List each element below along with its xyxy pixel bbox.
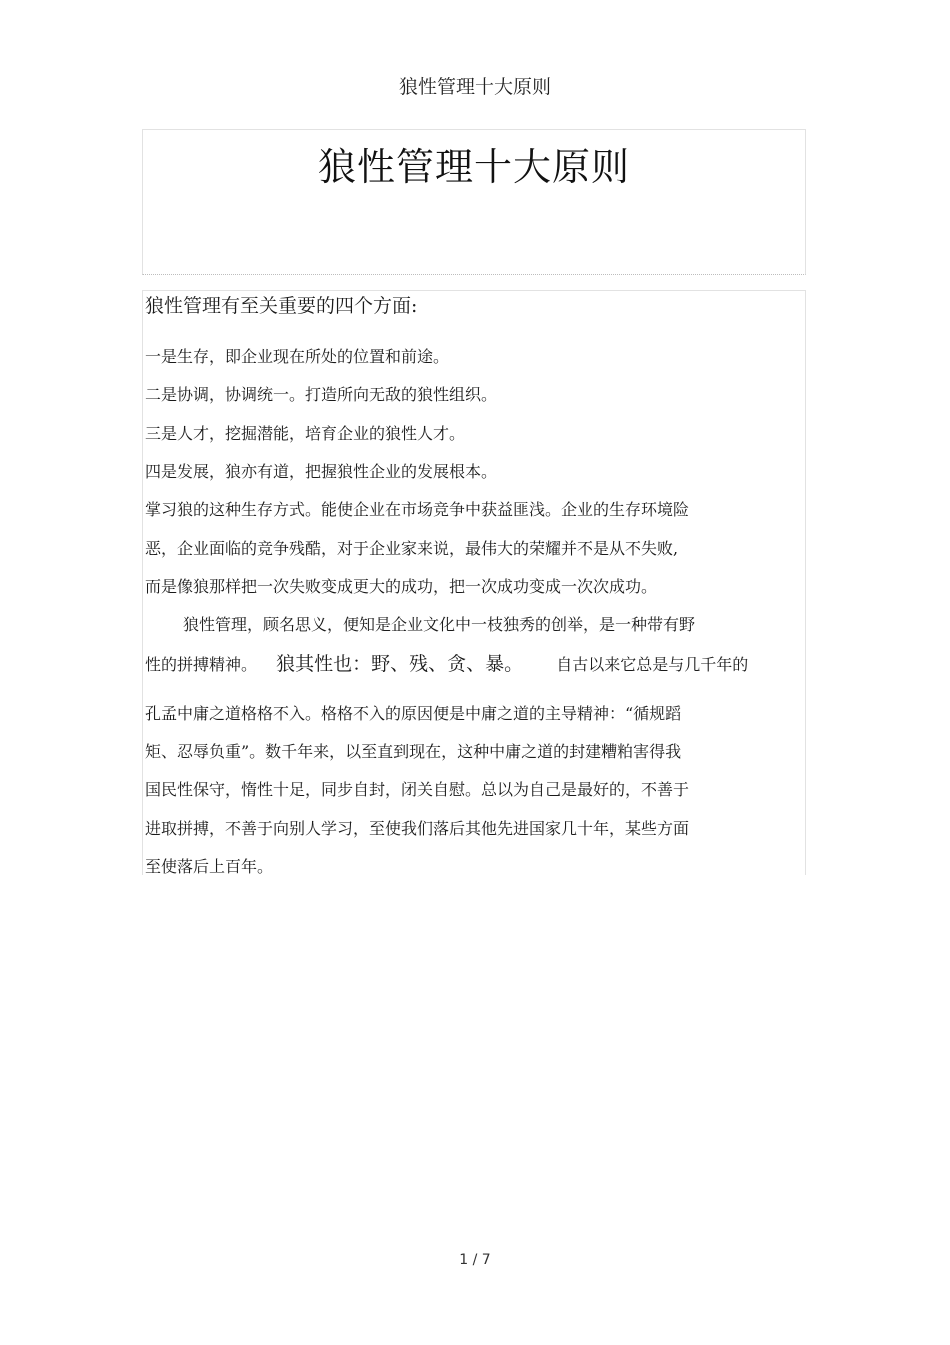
paragraph-2-line-2-part-c: 自古以来它总是与几千年的 [556,655,749,674]
page-number: 1 / 7 [459,1252,491,1268]
body-block [142,290,806,875]
paragraph-2-line-6: 进取拼搏，不善于向别人学习，至使我们落后其他先进国家几十年，某些方面 [145,819,690,838]
paragraph-2-line-5: 国民性保守，惰性十足，同步自封，闭关自慰。总以为自己是最好的，不善于 [145,780,690,799]
list-item-point-4: 四是发展，狼亦有道，把握狼性企业的发展根本。 [145,462,498,481]
paragraph-2-line-2-part-a: 性的拼搏精神。 [145,655,258,674]
paragraph-2-line-2 [145,649,748,676]
paragraph-2-line-2-emphasis: 狼其性也：野、残、贪、暴。 [276,653,524,675]
paragraph-1-line-1: 掌习狼的这种生存方式。能使企业在市场竞争中获益匪浅。企业的生存环境险 [145,500,690,519]
document-title: 狼性管理十大原则 [317,145,630,189]
list-item-point-1: 一是生存，即企业现在所处的位置和前途。 [145,347,450,366]
paragraph-1-line-2: 恶，企业面临的竞争残酷，对于企业家来说，最伟大的荣耀并不是从不失败, [145,539,679,558]
list-item-point-3: 三是人才，挖掘潜能，培育企业的狼性人才。 [145,424,466,443]
title-block [142,129,806,275]
paragraph-2-line-4: 矩、忍辱负重”。数千年来，以至直到现在，这种中庸之道的封建糟粕害得我 [145,742,682,761]
paragraph-2-line-3: 孔孟中庸之道格格不入。格格不入的原因便是中庸之道的主导精神：“循规蹈 [145,704,682,723]
list-item-point-2: 二是协调，协调统一。打造所向无敌的狼性组织。 [145,385,498,404]
paragraph-2-line-1: 狼性管理，顾名思义，便知是企业文化中一枝独秀的创举，是一种带有野 [183,615,696,634]
paragraph-1-line-3: 而是像狼那样把一次失败变成更大的成功，把一次成功变成一次次成功。 [145,577,658,596]
section-heading: 狼性管理有至关重要的四个方面: [145,295,418,317]
paragraph-2-line-7: 至使落后上百年。 [145,857,274,876]
running-header: 狼性管理十大原则 [398,76,551,98]
